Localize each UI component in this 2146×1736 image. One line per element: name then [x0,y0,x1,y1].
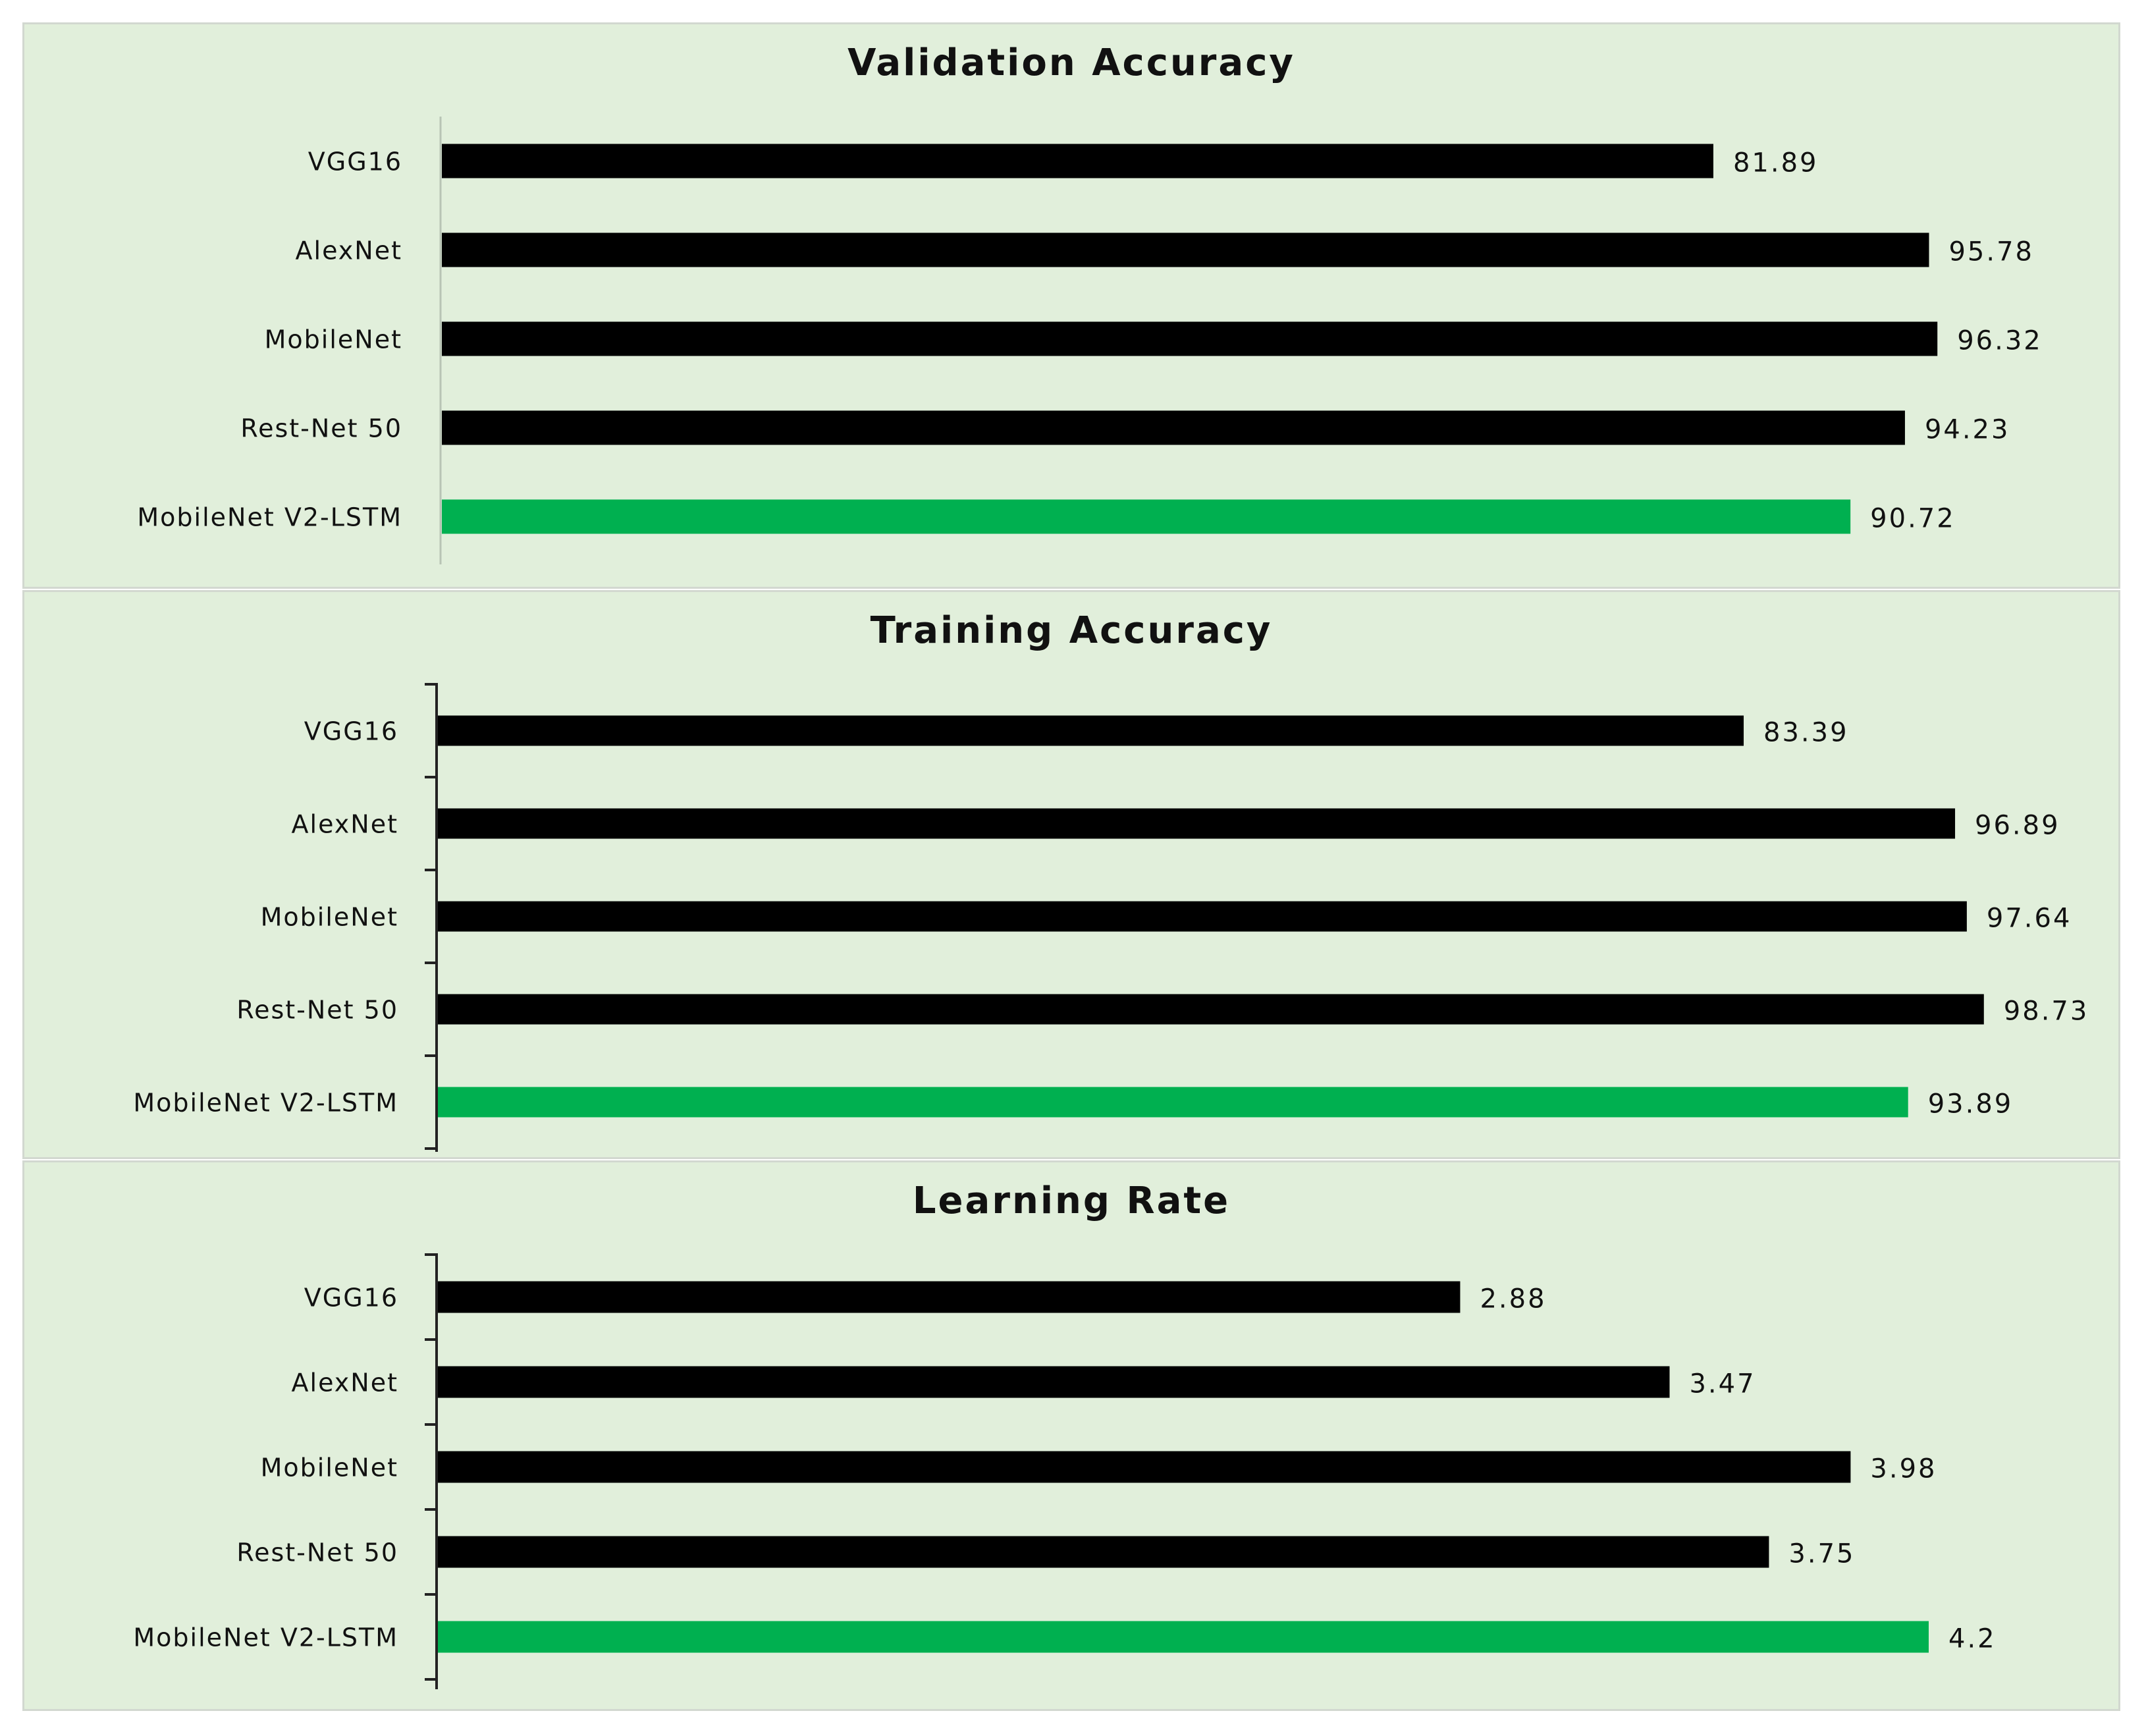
category-label-alexnet: AlexNet [291,1368,398,1397]
data-label-alexnet: 95.78 [1948,236,2035,267]
data-label-vgg16: 81.89 [1732,148,1819,178]
bar-alexnet [438,1367,1669,1398]
bar-mobilenet [438,1451,1850,1483]
category-label-mobilenet-v2-lstm: MobileNet V2-LSTM [133,1088,398,1118]
validation-accuracy-chart [24,24,2122,591]
bar-alexnet [438,809,1955,839]
category-label-rest-net-50: Rest-Net 50 [236,995,398,1025]
validation-accuracy-panel [22,22,2120,589]
data-label-vgg16: 2.88 [1480,1284,1547,1315]
category-label-mobilenet: MobileNet [260,1453,398,1482]
data-label-mobilenet-v2-lstm: 90.72 [1870,503,1956,534]
learning-rate-panel [22,1160,2120,1711]
data-label-mobilenet: 96.32 [1957,325,2043,356]
bar-mobilenet [442,322,1937,356]
bar-alexnet [442,233,1929,267]
bar-rest-net-50 [438,994,1984,1025]
data-label-rest-net-50: 98.73 [2003,996,2089,1027]
learning-rate-chart [24,1162,2122,1713]
data-label-mobilenet-v2-lstm: 4.2 [1948,1623,1997,1654]
category-label-alexnet: AlexNet [295,236,402,265]
data-label-mobilenet: 97.64 [1986,903,2072,934]
category-label-mobilenet: MobileNet [264,325,402,354]
data-label-alexnet: 3.47 [1689,1369,1756,1399]
data-label-mobilenet: 3.98 [1870,1453,1937,1484]
category-label-mobilenet-v2-lstm: MobileNet V2-LSTM [137,502,402,532]
category-label-vgg16: VGG16 [308,147,402,176]
chart-title: Validation Accuracy [847,41,1295,84]
data-label-vgg16: 83.39 [1763,717,1849,748]
chart-title: Training Accuracy [870,609,1273,652]
data-label-rest-net-50: 3.75 [1788,1538,1856,1569]
category-label-mobilenet: MobileNet [260,902,398,932]
data-label-rest-net-50: 94.23 [1924,414,2010,445]
bar-vgg16 [438,716,1744,746]
bar-mobilenet-v2-lstm [438,1621,1929,1653]
category-label-alexnet: AlexNet [291,809,398,839]
category-label-rest-net-50: Rest-Net 50 [236,1538,398,1567]
data-label-alexnet: 96.89 [1975,810,2060,841]
bar-rest-net-50 [438,1536,1769,1568]
training-accuracy-panel [22,590,2120,1159]
data-label-mobilenet-v2-lstm: 93.89 [1927,1089,2014,1120]
bar-mobilenet-v2-lstm [438,1087,1908,1118]
bar-rest-net-50 [442,411,1905,445]
training-accuracy-chart [24,592,2122,1161]
category-label-rest-net-50: Rest-Net 50 [240,414,402,443]
bar-vgg16 [438,1282,1460,1313]
chart-title: Learning Rate [912,1180,1231,1222]
bar-vgg16 [442,144,1713,178]
category-label-vgg16: VGG16 [304,717,398,746]
category-label-vgg16: VGG16 [304,1283,398,1313]
bar-mobilenet-v2-lstm [442,500,1850,534]
bar-mobilenet [438,902,1967,932]
category-label-mobilenet-v2-lstm: MobileNet V2-LSTM [133,1623,398,1652]
